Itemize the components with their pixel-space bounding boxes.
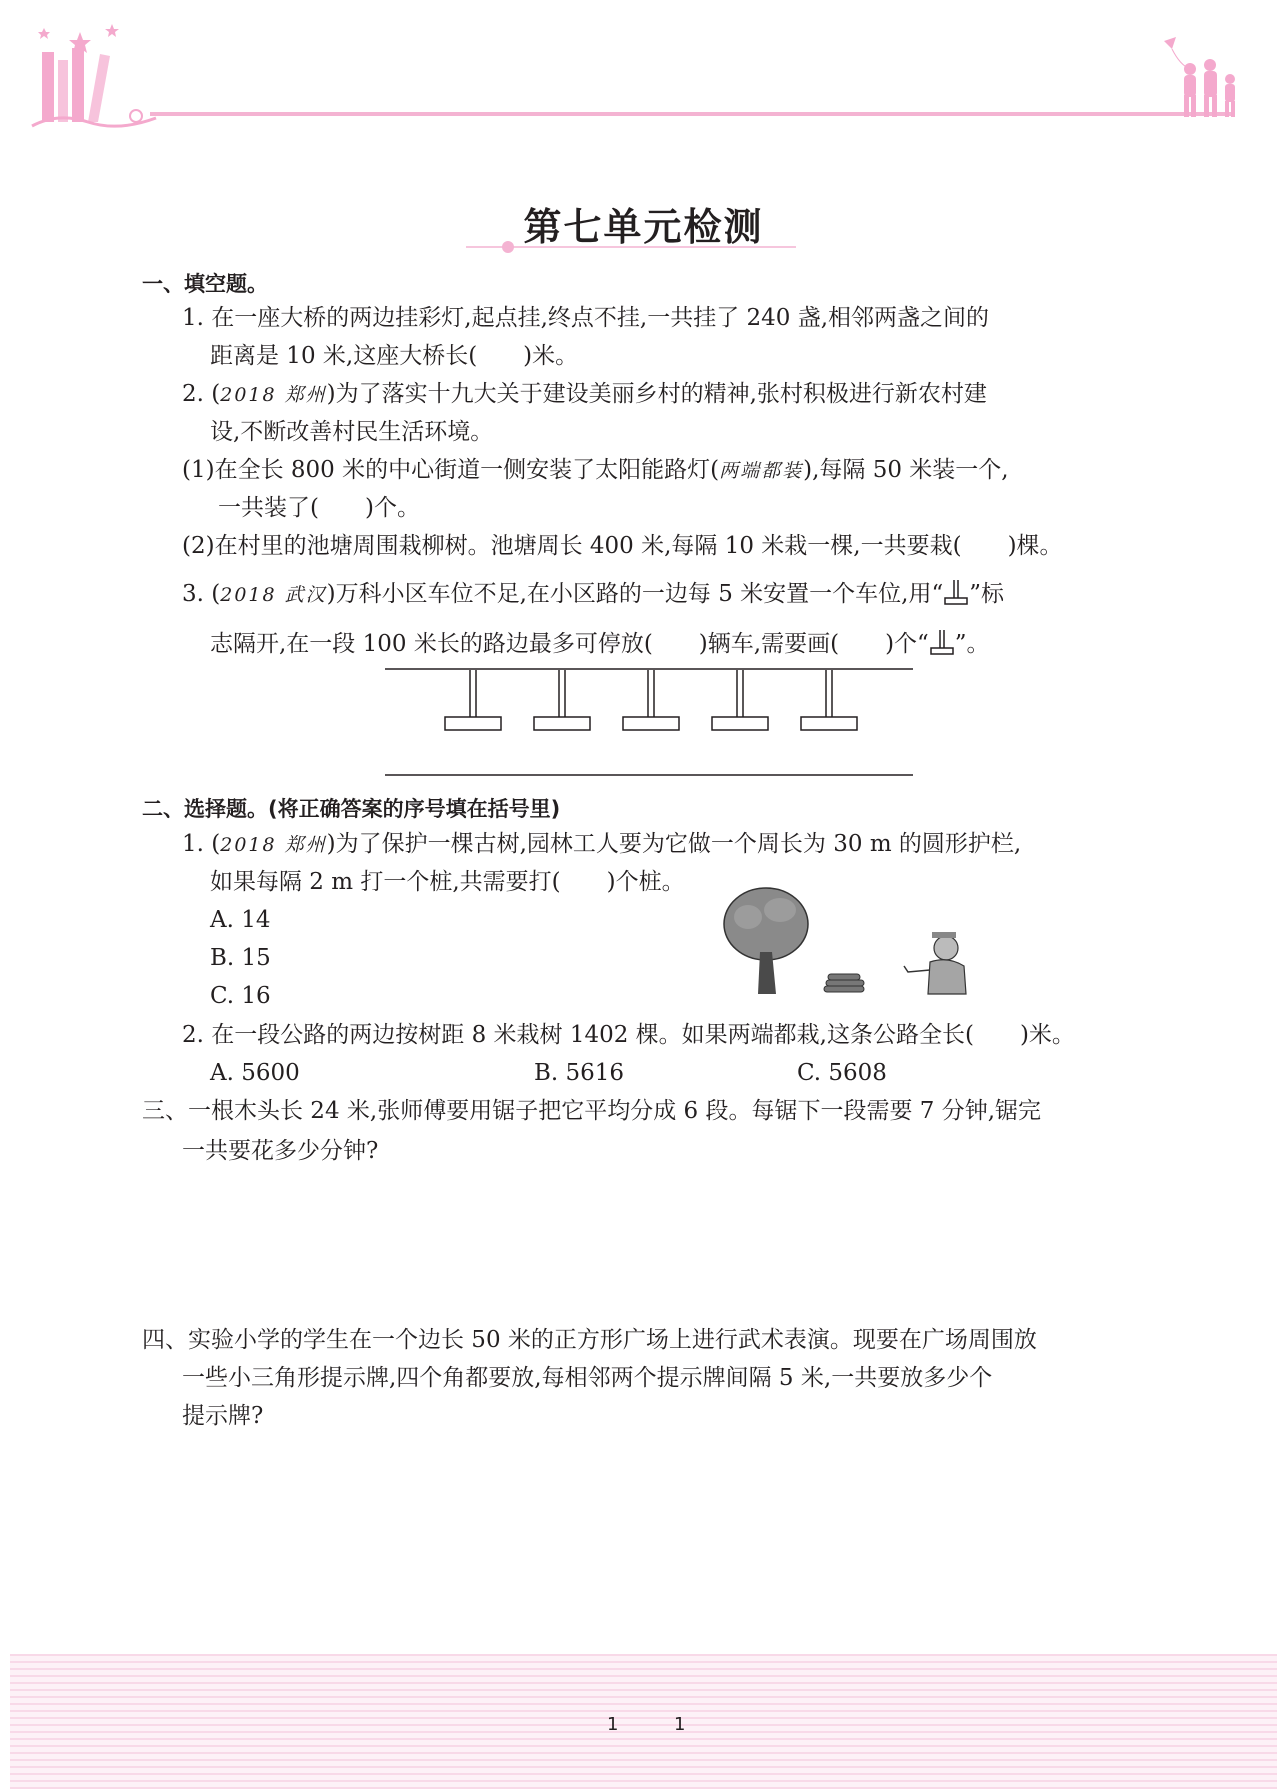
page-number-left: 1 [607,1714,619,1735]
choice-q2-option-c: C. 5608 [797,1060,887,1086]
section-4-line1: 四、实验小学的学生在一个边长 50 米的正方形广场上进行武术表演。现要在广场周围放 [142,1327,1037,1353]
parking-divider-icon [943,578,969,606]
fill-q2-line2: 设,不断改善村民生活环境。 [210,419,494,445]
fill-q2a-note: 两端都装 [719,460,804,482]
fill-q1-line2: 距离是 10 米,这座大桥长( )米。 [210,343,579,369]
choice-q1-line2: 如果每隔 2 m 打一个桩,共需要打( )个桩。 [210,869,685,895]
choice-q1-option-a: A. 14 [210,907,271,933]
section-choice-heading: 二、选择题。(将正确答案的序号填在括号里) [142,797,561,821]
tree-worker-illustration [718,882,988,1002]
fill-q3-line1: 3. (2018 武汉)万科小区车位不足,在小区路的一边每 5 米安置一个车位,用“ ”标 [182,578,1004,610]
section-fill-heading: 一、填空题。 [142,272,268,296]
choice-q1-option-b: B. 15 [210,945,271,971]
fill-q1-line1: 1. 在一座大桥的两边挂彩灯,起点挂,终点不挂,一共挂了 240 盏,相邻两盏之间的 [182,305,990,331]
footer-band [10,1654,1277,1789]
fill-q2a-line2: 一共装了( )个。 [218,495,420,521]
header-rule [150,112,1235,116]
fill-q3-source: 2018 武汉 [220,584,327,606]
books-decoration-icon [28,22,160,132]
fill-q2-source: 2018 郑州 [220,384,327,406]
parking-road-diagram [385,667,915,777]
choice-q1-source: 2018 郑州 [220,834,327,856]
parking-divider-icon [929,628,955,656]
choice-q1-option-c: C. 16 [210,983,271,1009]
choice-q2-line1: 2. 在一段公路的两边按树距 8 米栽树 1402 棵。如果两端都栽,这条公路全长( )米。 [182,1022,1075,1048]
fill-q2a-line1: (1)在全长 800 米的中心街道一侧安装了太阳能路灯(两端都装),每隔 50 米装一个, [182,457,1009,483]
section-3-line2: 一共要花多少分钟? [182,1138,379,1164]
section-3-line1: 三、一根木头长 24 米,张师傅要用锯子把它平均分成 6 段。每锯下一段需要 7 分钟,锯完 [142,1098,1042,1124]
choice-q2-option-a: A. 5600 [210,1060,300,1086]
section-4-line2: 一些小三角形提示牌,四个角都要放,每相邻两个提示牌间隔 5 米,一共要放多少个 [182,1365,993,1391]
fill-q2b: (2)在村里的池塘周围栽柳树。池塘周长 400 米,每隔 10 米栽一棵,一共要栽( )棵。 [182,533,1063,559]
page-number-right: 1 [674,1714,686,1735]
page-title: 第七单元检测 [523,204,764,249]
fill-q2-line1: 2. (2018 郑州)为了落实十九大关于建设美丽乡村的精神,张村积极进行新农村建 [182,381,987,407]
choice-q1-line1: 1. (2018 郑州)为了保护一棵古树,园林工人要为它做一个周长为 30 m 的圆形护栏, [182,831,1022,857]
section-4-line3: 提示牌? [182,1403,264,1429]
fill-q3-line2: 志隔开,在一段 100 米长的路边最多可停放( )辆车,需要画( )个“ ”。 [210,628,990,659]
choice-q2-option-b: B. 5616 [534,1060,625,1086]
title-underline-decoration [466,240,796,254]
children-kite-icon [1150,35,1250,120]
